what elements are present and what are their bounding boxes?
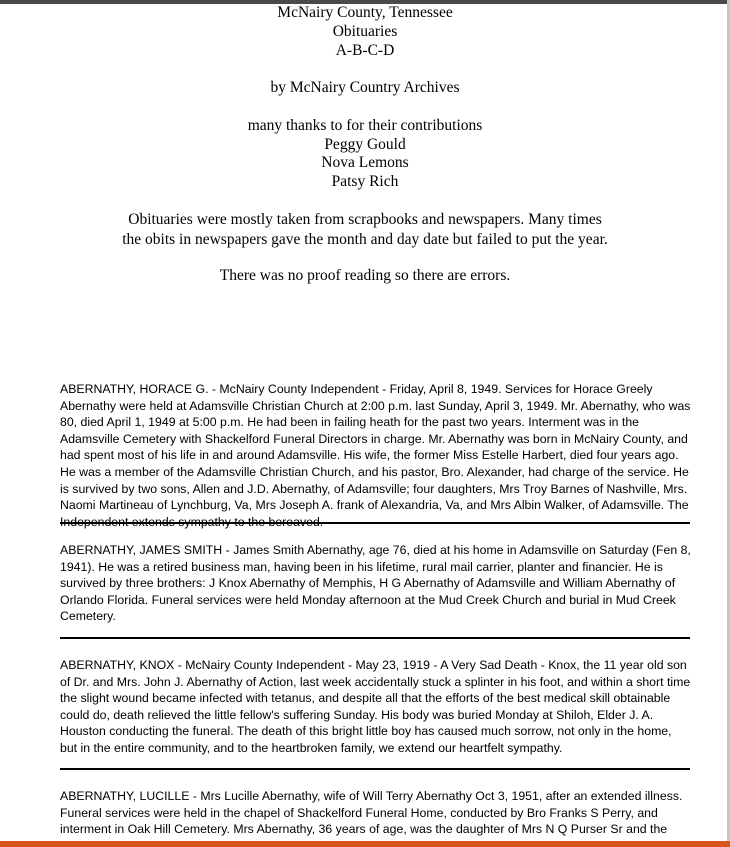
- spacer: [0, 98, 730, 117]
- obituary-list: [60, 381, 692, 838]
- document-title: Obituaries: [332, 22, 398, 40]
- obituary-entry: ABERNATHY, HORACE G. - McNairy County Independent - Friday, April 8, 1949. Services for Horace Greely Abernathy were held at Adamsville Christian Church at 2:00 p.m. last Sunday, April 3, 1949. Mr. Abernathy, who was 80, died April 1, 1949 at 5:00 p.m. He had been in failing heath for the past two years. Interment was in the Adamsville Cemetery with Shackelford Funeral Directors in charge. Mr. Abernathy was born in McNairy County, and had spent most of his life in and around Adamsville. His wife, the former Miss Estelle Harbert, died four years ago. He was a member of the Adamsville Christian Church, and his pastor, Bro. Alexander, had charge of the service. He is survived by two sons, Allen and J.D. Abernathy, of Adamsville; four daughters, Mrs Troy Barnes of Nashville, Mrs. Naomi Martineau of Lynchburg, Va, Mrs Joseph A. frank of Alexandria, Va, and Mrs Albin Walker, of Adamsville. The Independent extends sympathy to the bereaved.: [60, 382, 691, 529]
- contributor: Nova Lemons: [321, 154, 409, 172]
- bottom-edge: [0, 841, 730, 847]
- obituary-entry: ABERNATHY, LUCILLE - Mrs Lucille Abernathy, wife of Will Terry Abernathy Oct 3, 1951, after an extended illness. Funeral services were held in the chapel of Shackelford Funeral Home, conducted by Bro Franks S Perry, and interment in Oak Hill Cemetery. Mrs Abernathy, 36 years of age, was the daughter of Mrs N Q Purser Sr and the: [60, 789, 683, 837]
- proof-note: There was no proof reading so there are errors.: [219, 267, 511, 284]
- letter-range: A-B-C-D: [335, 41, 395, 59]
- intro-paragraph: [0, 210, 730, 249]
- obituary-entry: ABERNATHY, KNOX - McNairy County Independent - May 23, 1919 - A Very Sad Death - Knox, the 11 year old son of Dr. and Mrs. John J. Abernathy of Action, last week accidentally stuck a splinter in his foot, and within a short time the slight wound became infected with tetanus, and despite all that the efforts of the best medical skill obtainable could do, death relieved the little fellow's suffering Sunday. His body was buried Monday at Shiloh, Elder J. A. Houston conducting the funeral. The death of this bright little boy has caused much sorrow, not only in the home, but in the entire community, and to the heartbroken family, we extend our heartfelt sympathy.: [60, 658, 691, 755]
- contributor: Peggy Gould: [324, 135, 406, 153]
- obituary-entry: ABERNATHY, JAMES SMITH - James Smith Abernathy, age 76, died at his home in Adamsville on Saturday (Fen 8, 1941). He was a retired business man, having been in his lifetime, rural mail carrier, planter and financier. He is survived by three brothers: J Knox Abernathy of Memphis, H G Abernathy of Adamsville and William Abernathy of Orlando Florida. Funeral services were held Monday afternoon at the Mud Creek Church and burial in Mud Creek Cemetery.: [60, 543, 691, 624]
- document-header: [0, 4, 730, 192]
- intro-line: Obituaries were mostly taken from scrapbooks and newspapers. Many times: [128, 211, 602, 228]
- thanks-line: many thanks to for their contributions: [247, 116, 483, 134]
- spacer: [0, 60, 730, 79]
- intro-line: the obits in newspapers gave the month and day date but failed to put the year.: [122, 230, 608, 248]
- contributor: Patsy Rich: [331, 173, 399, 191]
- byline: by McNairy Country Archives: [270, 79, 460, 97]
- county-title: McNairy County, Tennessee: [277, 4, 453, 21]
